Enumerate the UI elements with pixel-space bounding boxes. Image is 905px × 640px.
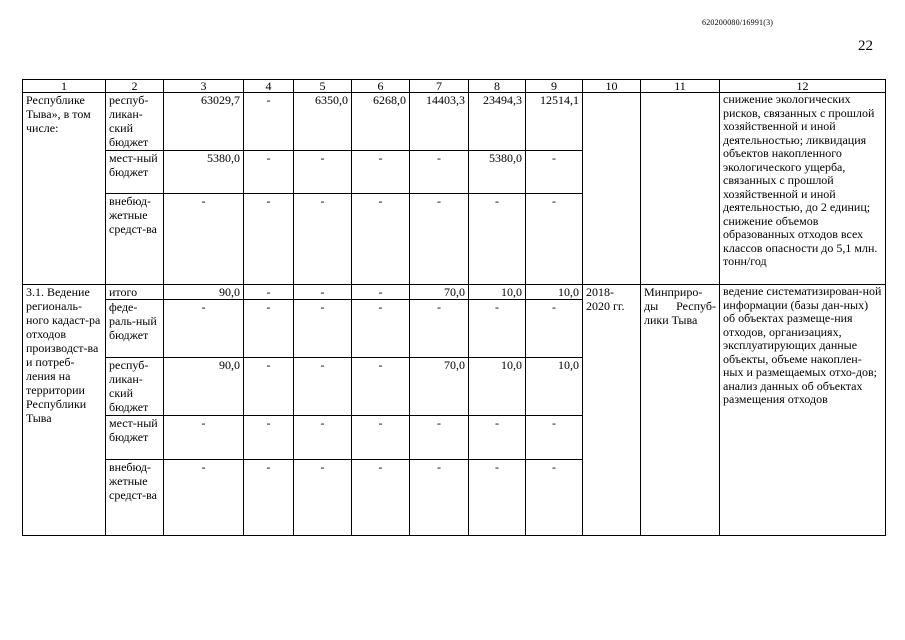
program-table bbox=[22, 79, 886, 536]
col-header: 6 bbox=[352, 80, 410, 93]
table-row bbox=[23, 93, 886, 151]
value-cell: - bbox=[244, 460, 294, 536]
value-cell: - bbox=[294, 151, 352, 194]
value-cell: - bbox=[294, 285, 352, 300]
funding-source: внебюд-жетные средст-ва bbox=[106, 460, 164, 536]
value-cell: - bbox=[352, 416, 410, 460]
period-cell: 2018-2020 гг. bbox=[583, 285, 641, 536]
value-cell: - bbox=[164, 194, 244, 285]
funding-source: респуб-ликан-ский бюджет bbox=[106, 93, 164, 151]
value-cell: - bbox=[526, 460, 583, 536]
value-cell: 5380,0 bbox=[469, 151, 526, 194]
value-cell: - bbox=[469, 300, 526, 358]
value-cell: - bbox=[526, 300, 583, 358]
value-cell: - bbox=[244, 194, 294, 285]
value-cell: - bbox=[244, 93, 294, 151]
value-cell: - bbox=[526, 194, 583, 285]
col-header: 5 bbox=[294, 80, 352, 93]
value-cell: - bbox=[352, 151, 410, 194]
value-cell: - bbox=[164, 300, 244, 358]
value-cell: - bbox=[352, 285, 410, 300]
value-cell: - bbox=[410, 460, 469, 536]
value-cell: - bbox=[352, 358, 410, 416]
value-cell: - bbox=[352, 460, 410, 536]
value-cell: - bbox=[294, 460, 352, 536]
value-cell: 23494,3 bbox=[469, 93, 526, 151]
value-cell: - bbox=[410, 300, 469, 358]
value-cell: - bbox=[469, 460, 526, 536]
col-header: 9 bbox=[526, 80, 583, 93]
value-cell: 10,0 bbox=[469, 358, 526, 416]
col-header: 4 bbox=[244, 80, 294, 93]
value-cell: - bbox=[244, 151, 294, 194]
value-cell: - bbox=[294, 358, 352, 416]
executor-cell: Минприро-ды Респуб-лики Тыва bbox=[641, 285, 720, 536]
measure-name: Республике Тыва», в том числе: bbox=[23, 93, 106, 285]
result-cell: ведение систематизирован-ной информации (базы дан-ных) об объектах размеще-ния отходов, организациях, эксплуатирующих данные объекты, объеме накоплен-ных и размещаемых отхо-дов; анализ данных об объектах размещения отходов bbox=[720, 285, 886, 536]
col-header: 11 bbox=[641, 80, 720, 93]
header-row bbox=[23, 80, 886, 93]
col-header: 8 bbox=[469, 80, 526, 93]
value-cell: - bbox=[352, 194, 410, 285]
col-header: 1 bbox=[23, 80, 106, 93]
value-cell: 14403,3 bbox=[410, 93, 469, 151]
executor-cell bbox=[641, 93, 720, 285]
value-cell: - bbox=[469, 194, 526, 285]
col-header: 3 bbox=[164, 80, 244, 93]
value-cell: - bbox=[294, 300, 352, 358]
value-cell: 12514,1 bbox=[526, 93, 583, 151]
document-id: 620200080/16991(3) bbox=[702, 18, 774, 27]
value-cell: 10,0 bbox=[526, 358, 583, 416]
page-number: 22 bbox=[858, 38, 873, 54]
value-cell: - bbox=[410, 416, 469, 460]
value-cell: - bbox=[352, 300, 410, 358]
value-cell: 6350,0 bbox=[294, 93, 352, 151]
col-header: 12 bbox=[720, 80, 886, 93]
funding-source: мест-ный бюджет bbox=[106, 416, 164, 460]
value-cell: 70,0 bbox=[410, 285, 469, 300]
value-cell: 5380,0 bbox=[164, 151, 244, 194]
value-cell: 90,0 bbox=[164, 285, 244, 300]
result-cell: снижение экологических рисков, связанных с прошлой хозяйственной и иной деятельностью; ликвидация объектов накопленного экологического ущерба, связанных с прошлой хозяйственной и иной деятельностью, до 2 единиц; снижение объемов образованных отходов всех классов опасности до 5,1 млн. тонн/год bbox=[720, 93, 886, 285]
value-cell: - bbox=[164, 416, 244, 460]
value-cell: 6268,0 bbox=[352, 93, 410, 151]
value-cell: 70,0 bbox=[410, 358, 469, 416]
period-cell bbox=[583, 93, 641, 285]
measure-name: 3.1. Ведение региональ-ного кадаст-ра отходов производст-ва и потреб-ления на территории Республики Тыва bbox=[23, 285, 106, 536]
value-cell: - bbox=[294, 416, 352, 460]
value-cell: - bbox=[410, 194, 469, 285]
value-cell: - bbox=[244, 358, 294, 416]
funding-source: респуб-ликан-ский бюджет bbox=[106, 358, 164, 416]
value-cell: - bbox=[164, 460, 244, 536]
value-cell: - bbox=[244, 300, 294, 358]
value-cell: 63029,7 bbox=[164, 93, 244, 151]
value-cell: - bbox=[244, 416, 294, 460]
funding-source: итого bbox=[106, 285, 164, 300]
col-header: 2 bbox=[106, 80, 164, 93]
table-row bbox=[23, 285, 886, 300]
value-cell: - bbox=[526, 151, 583, 194]
funding-source: внебюд-жетные средст-ва bbox=[106, 194, 164, 285]
value-cell: 10,0 bbox=[526, 285, 583, 300]
value-cell: 10,0 bbox=[469, 285, 526, 300]
value-cell: - bbox=[410, 151, 469, 194]
value-cell: - bbox=[294, 194, 352, 285]
value-cell: 90,0 bbox=[164, 358, 244, 416]
value-cell: - bbox=[526, 416, 583, 460]
col-header: 10 bbox=[583, 80, 641, 93]
funding-source: феде-раль-ный бюджет bbox=[106, 300, 164, 358]
funding-source: мест-ный бюджет bbox=[106, 151, 164, 194]
value-cell: - bbox=[244, 285, 294, 300]
col-header: 7 bbox=[410, 80, 469, 93]
value-cell: - bbox=[469, 416, 526, 460]
